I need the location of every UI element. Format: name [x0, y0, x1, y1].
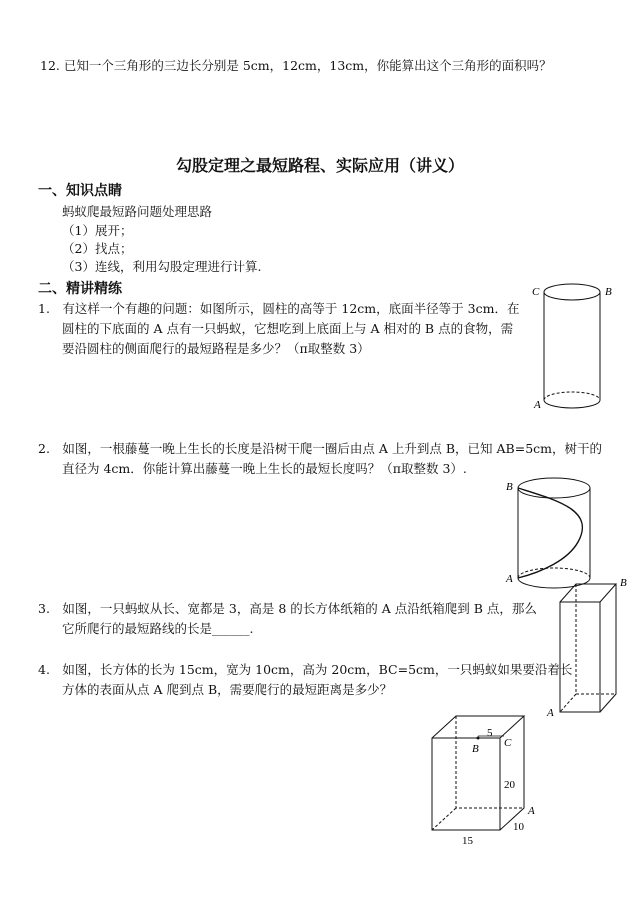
knowledge-step: （1）展开； — [62, 223, 133, 238]
problem-line: 要沿圆柱的侧面爬行的最短路程是多少？（π取整数 3） — [62, 341, 370, 356]
figure-label: C — [504, 737, 512, 749]
problem-line: 圆柱的下底面的 A 点有一只蚂蚁，它想吃到上底面上与 A 相对的 B 点的食物，需 — [62, 321, 514, 336]
problem-line: 1. 有这样一个有趣的问题：如图所示，圆柱的高等于 12cm，底面半径等于 3cm．在 — [38, 301, 520, 316]
problem-line: 方体的表面从点 A 爬到点 B，需要爬行的最短距离是多少？ — [62, 682, 393, 697]
dimension-label: 10 — [513, 821, 524, 833]
vine-cylinder-figure-2 — [504, 476, 594, 588]
cuboid-figure-4 — [420, 710, 550, 850]
dimension-label: 15 — [462, 835, 473, 847]
problem-line: 2. 如图，一根藤蔓一晚上生长的长度是沿树干爬一圈后由点 A 上升到点 B，已知 AB=5cm，树干的 — [38, 441, 603, 456]
figure-label: A — [547, 707, 554, 719]
knowledge-step: （3）连线，利用勾股定理进行计算. — [62, 259, 262, 274]
problem-line: 4. 如图，长方体的长为 15cm，宽为 10cm，高为 20cm，BC=5cm，一只蚂蚁如果要沿着长 — [38, 662, 573, 677]
figure-label: B — [620, 577, 627, 589]
cylinder-figure-1 — [528, 282, 618, 414]
dimension-label: 5 — [487, 727, 493, 739]
figure-label: C — [532, 286, 540, 298]
problem-line: 3. 如图，一只蚂蚁从长、宽都是 3，高是 8 的长方体纸箱的 A 点沿纸箱爬到 B 点，那么 — [38, 601, 537, 616]
problem-line: 它所爬行的最短路线的长是______. — [62, 621, 254, 636]
question-12: 12. 已知一个三角形的三边长分别是 5cm，12cm，13cm，你能算出这个三角形的面积吗？ — [40, 58, 552, 73]
figure-label: B — [605, 286, 612, 298]
figure-label: A — [506, 573, 513, 585]
knowledge-step: （2）找点； — [62, 241, 133, 256]
dimension-label: 20 — [504, 779, 515, 791]
figure-label: B — [506, 481, 513, 493]
section-knowledge-heading: 一、知识点睛 — [38, 183, 122, 199]
page-title: 勾股定理之最短路程、实际应用（讲义） — [175, 156, 464, 175]
figure-label: A — [534, 399, 541, 411]
problem-line: 直径为 4cm．你能计算出藤蔓一晚上生长的最短长度吗？（π取整数 3）. — [62, 461, 467, 476]
figure-label: A — [528, 805, 535, 817]
figure-label: B — [472, 743, 479, 755]
box-figure-3 — [544, 576, 634, 722]
knowledge-intro: 蚂蚁爬最短路问题处理思路 — [62, 204, 213, 219]
section-practice-heading: 二、精讲精练 — [38, 281, 122, 297]
